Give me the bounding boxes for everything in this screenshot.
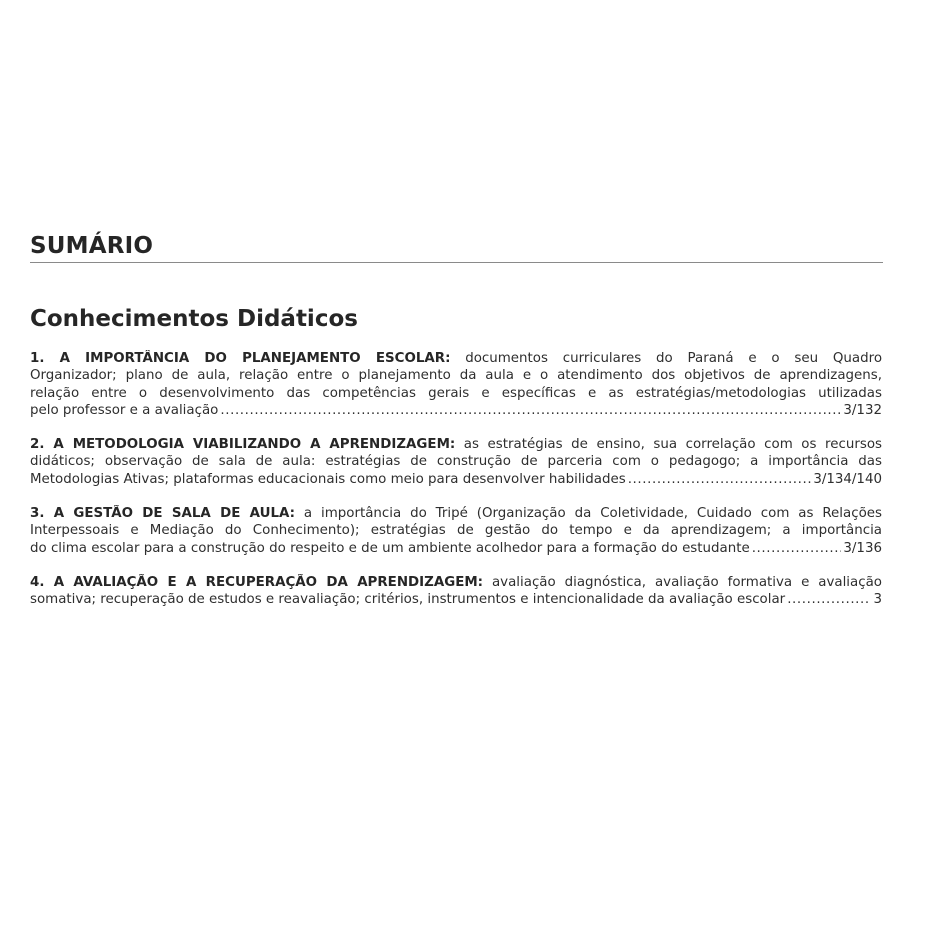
toc-entry-heading: 2. A METODOLOGIA VIABILIZANDO A APRENDIZAGEM: xyxy=(30,437,456,453)
toc-page-number: 3/134/140 xyxy=(813,471,882,487)
toc-entry-line xyxy=(30,350,882,367)
toc-entry-line xyxy=(30,505,882,522)
title-divider xyxy=(30,262,883,263)
toc-entry-2 xyxy=(30,436,882,488)
toc-entry-line: relação entre o desenvolvimento das competências gerais e específicas e as estratégias/metodologias utilizadas xyxy=(30,385,882,401)
section-title: Conhecimentos Didáticos xyxy=(30,306,358,332)
toc-entry-4 xyxy=(30,574,882,609)
toc-entry-line: Interpessoais e Mediação do Conhecimento); estratégias de gestão do tempo e da aprendizagem; a importância xyxy=(30,523,882,539)
toc-entry-text: pelo professor e a avaliação xyxy=(30,402,219,418)
toc-page-number: 3/132 xyxy=(843,402,882,418)
toc-entry-line: didáticos; observação de sala de aula: estratégias de construção de parceria com o pedagogo; a importância das xyxy=(30,454,882,470)
toc-entry-last-line xyxy=(30,591,882,608)
toc-entry-line xyxy=(30,436,882,453)
dot-leader xyxy=(787,591,871,608)
toc-entry-text: a importância do Tripé (Organização da Coletividade, Cuidado com as Relações xyxy=(294,506,882,522)
toc-entry-text: do clima escolar para a construção do respeito e de um ambiente acolhedor para a formação do estudante xyxy=(30,540,750,556)
toc-entry-text: as estratégias de ensino, sua correlação com os recursos xyxy=(455,437,882,453)
toc-entry-1 xyxy=(30,350,882,419)
toc-page-number: 3/136 xyxy=(843,540,882,556)
toc-entry-heading: 3. A GESTÃO DE SALA DE AULA: xyxy=(30,506,295,522)
dot-leader xyxy=(752,540,842,557)
dot-leader xyxy=(220,402,841,419)
toc-entry-text: documentos curriculares do Paraná e o seu Quadro xyxy=(450,351,882,366)
toc-entry-heading: 1. A IMPORTÂNCIA DO PLANEJAMENTO ESCOLAR: xyxy=(30,351,451,366)
toc-entry-last-line xyxy=(30,540,882,557)
toc-page-number: 3 xyxy=(873,592,882,608)
toc-entry-text: avaliação diagnóstica, avaliação formativa e avaliação xyxy=(483,574,882,590)
dot-leader xyxy=(628,471,812,488)
toc-entry-heading: 4. A AVALIAÇÃO E A RECUPERAÇÃO DA APRENDIZAGEM: xyxy=(30,574,484,590)
toc-entry-line: Organizador; plano de aula, relação entre o planejamento da aula e o atendimento dos objetivos de aprendizagens, xyxy=(30,368,882,384)
toc-entry-text: somativa; recuperação de estudos e reavaliação; critérios, instrumentos e intencionalidade da avaliação escolar xyxy=(30,592,786,608)
toc-entry-last-line xyxy=(30,402,882,419)
toc-entry-3 xyxy=(30,505,882,557)
toc-entry-last-line xyxy=(30,471,882,488)
table-of-contents xyxy=(30,232,882,626)
toc-entry-text: Metodologias Ativas; plataformas educacionais como meio para desenvolver habilidades xyxy=(30,471,626,487)
summary-title: SUMÁRIO xyxy=(30,233,154,259)
toc-entries xyxy=(30,350,882,609)
toc-entry-line xyxy=(30,574,882,591)
